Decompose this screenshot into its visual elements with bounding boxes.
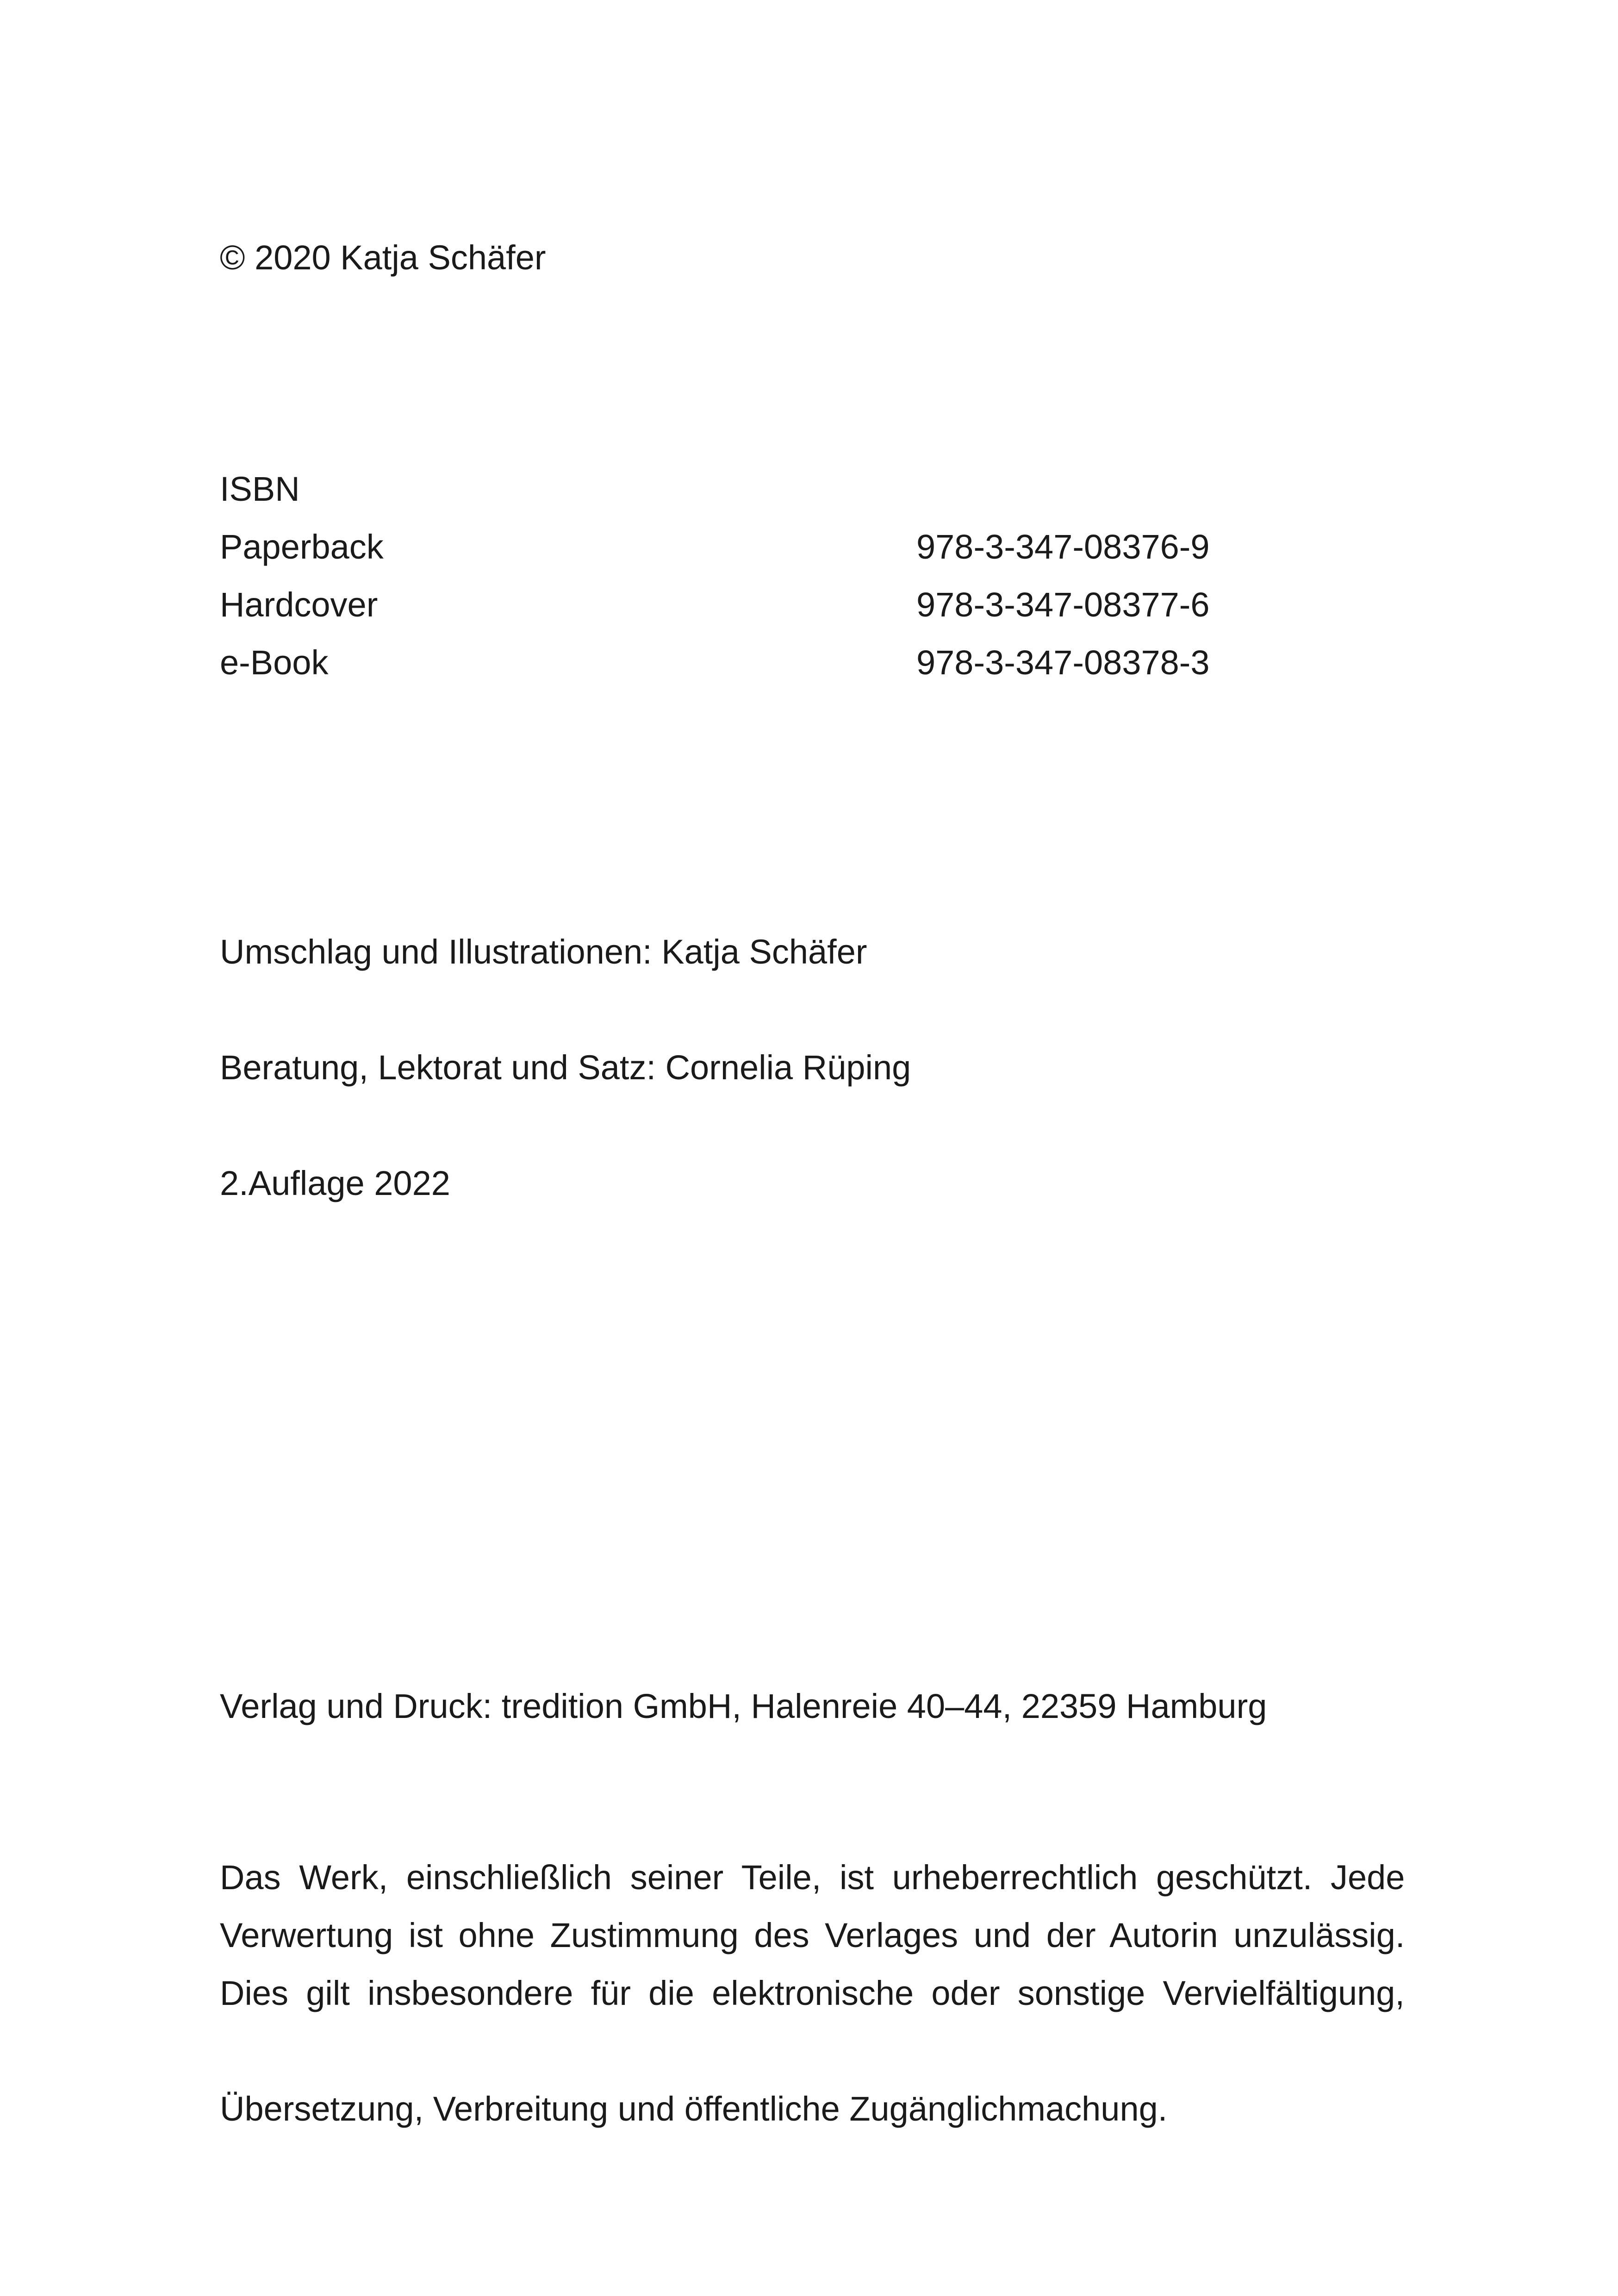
isbn-value-paperback: 978-3-347-08376-9 xyxy=(916,528,1210,566)
edition-note: 2.Auflage 2022 xyxy=(220,1164,450,1202)
isbn-heading: ISBN xyxy=(220,470,300,508)
legal-line-1: Das Werk, einschließlich seiner Teile, ist urheberrechtlich geschützt. Jede xyxy=(220,1858,1405,1897)
copyright-notice: © 2020 Katja Schäfer xyxy=(220,238,546,277)
editing-credit: Beratung, Lektorat und Satz: Cornelia Rüping xyxy=(220,1048,911,1087)
isbn-label-hardcover: Hardcover xyxy=(220,585,378,624)
legal-line-3: Dies gilt insbesondere für die elektronische oder sonstige Vervielfältigung, xyxy=(220,1974,1405,2012)
legal-line-4: Übersetzung, Verbreitung und öffentliche Zugänglichmachung. xyxy=(220,2090,1168,2128)
cover-credit: Umschlag und Illustrationen: Katja Schäfer xyxy=(220,933,867,971)
isbn-value-ebook: 978-3-347-08378-3 xyxy=(916,643,1210,682)
isbn-value-hardcover: 978-3-347-08377-6 xyxy=(916,585,1210,624)
legal-line-2: Verwertung ist ohne Zustimmung des Verlages und der Autorin unzulässig. xyxy=(220,1916,1405,1954)
isbn-label-ebook: e-Book xyxy=(220,643,329,682)
isbn-label-paperback: Paperback xyxy=(220,528,384,566)
publisher-info: Verlag und Druck: tredition GmbH, Halenreie 40–44, 22359 Hamburg xyxy=(220,1687,1267,1725)
